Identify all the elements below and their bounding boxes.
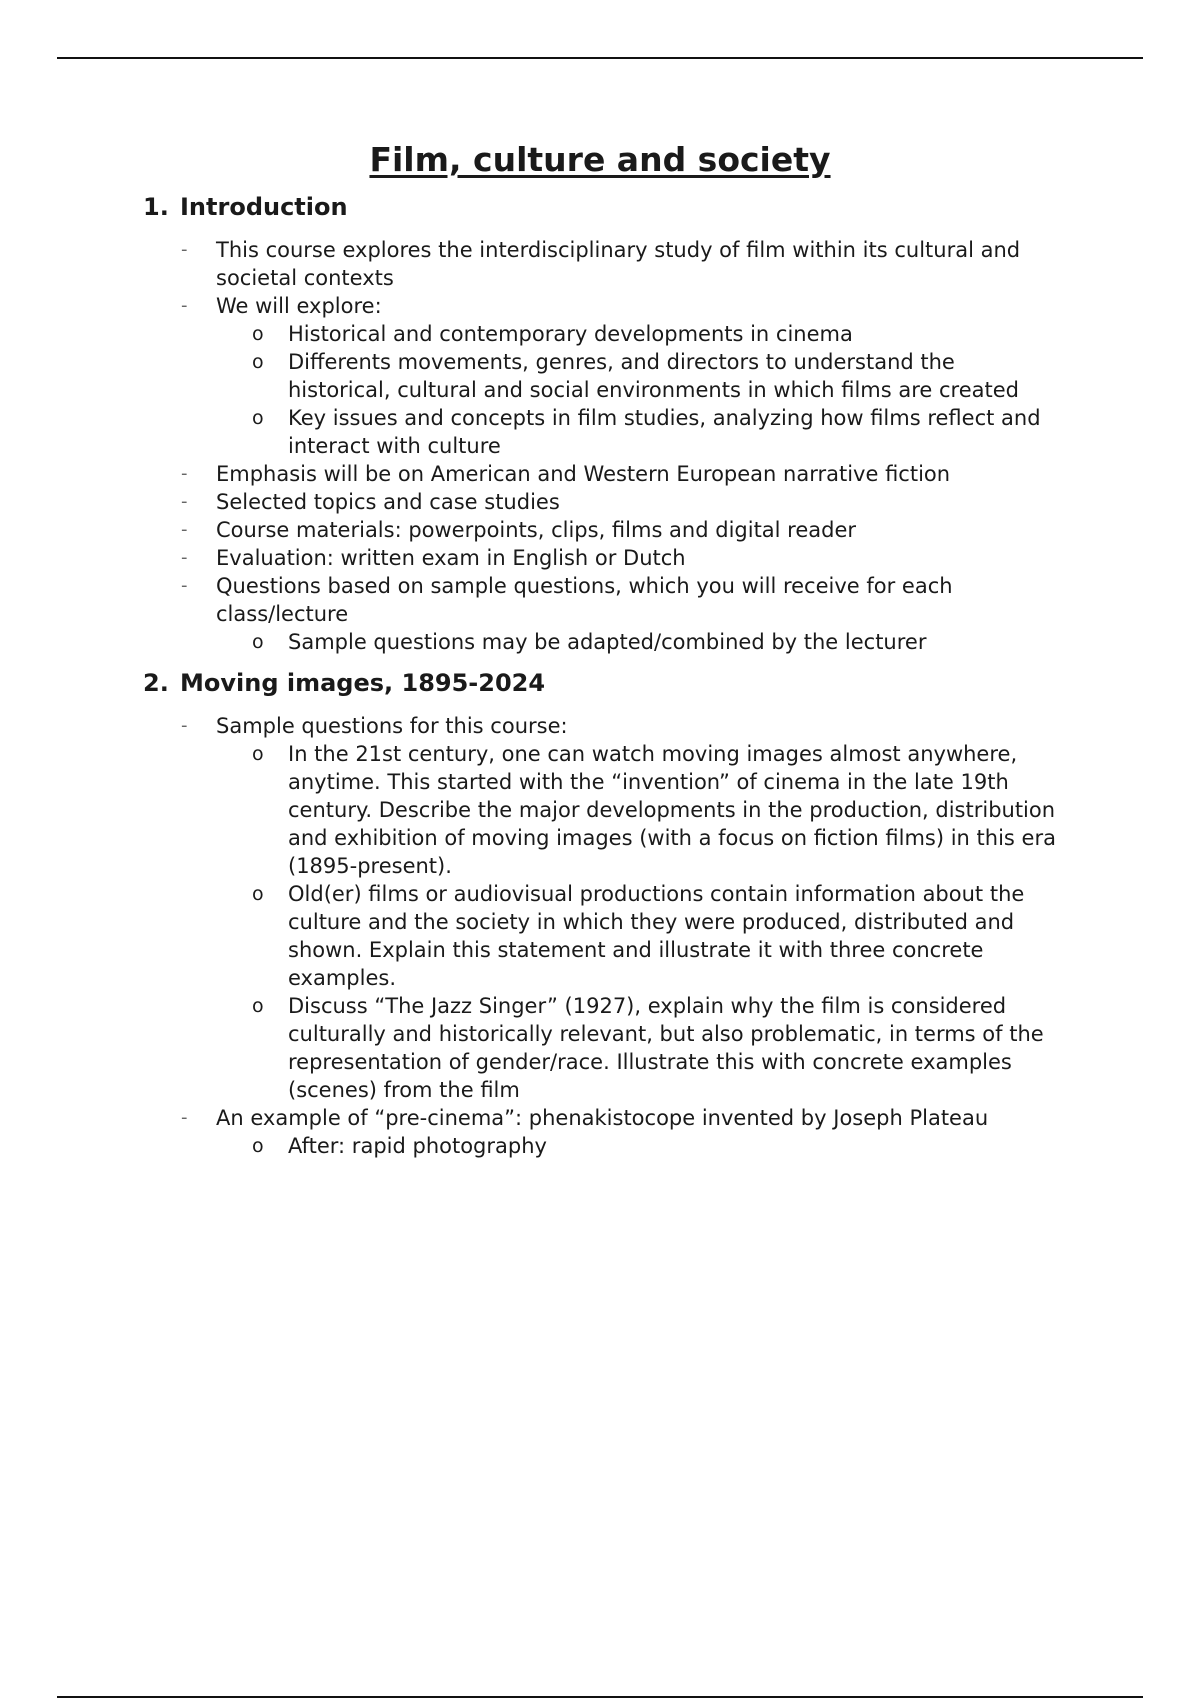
list-item-text: This course explores the interdisciplinary study of film within its cultural and societal contexts xyxy=(216,238,1021,290)
sub-item-text: Historical and contemporary developments in cinema xyxy=(288,322,853,346)
sub-item-text: Sample questions may be adapted/combined by the lecturer xyxy=(288,630,927,654)
section-heading-introduction xyxy=(0,192,1200,222)
list-item xyxy=(0,1104,1056,1160)
circle-bullet: o xyxy=(252,407,264,429)
sub-list-item xyxy=(252,628,1058,656)
section-number: 1. xyxy=(143,193,169,221)
sub-list-item xyxy=(252,992,1058,1104)
circle-bullet: o xyxy=(252,743,264,765)
list-item xyxy=(0,516,1056,544)
bottom-divider xyxy=(57,1696,1143,1698)
sub-item-text: In the 21st century, one can watch moving images almost anywhere, anytime. This started with the “invention” of cinema in the late 19th century. Describe the major developments in the production, distribution and exhibition of moving images (with a focus on fiction films) in this era (1895-present). xyxy=(288,742,1056,878)
dash-bullet: - xyxy=(181,1107,188,1128)
section-title: Introduction xyxy=(180,193,348,221)
dash-bullet: - xyxy=(181,547,188,568)
sub-item-text: After: rapid photography xyxy=(288,1134,547,1158)
sub-item-text: Old(er) films or audiovisual productions contain information about the culture and the society in which they were produced, distributed and shown. Explain this statement and illustrate it with three concrete examples. xyxy=(288,882,1025,990)
dash-bullet: - xyxy=(181,519,188,540)
introduction-list xyxy=(0,236,1200,656)
dash-bullet: - xyxy=(181,491,188,512)
document-title: Film, culture and society xyxy=(369,140,831,179)
top-divider xyxy=(57,57,1143,59)
circle-bullet: o xyxy=(252,883,264,905)
circle-bullet: o xyxy=(252,323,264,345)
list-item-text: Selected topics and case studies xyxy=(216,490,560,514)
list-item xyxy=(0,572,1056,656)
dash-bullet: - xyxy=(181,463,188,484)
dash-bullet: - xyxy=(181,715,188,736)
sub-item-text: Key issues and concepts in film studies, analyzing how films reflect and interact with culture xyxy=(288,406,1041,458)
list-item-text: An example of “pre-cinema”: phenakistocope invented by Joseph Plateau xyxy=(216,1106,989,1130)
list-item xyxy=(0,488,1056,516)
dash-bullet: - xyxy=(181,575,188,596)
list-item xyxy=(0,544,1056,572)
section-number: 2. xyxy=(143,669,169,697)
circle-bullet: o xyxy=(252,1135,264,1157)
document-body xyxy=(0,140,1200,1160)
dash-bullet: - xyxy=(181,295,188,316)
sub-item-text: Differents movements, genres, and directors to understand the historical, cultural and social environments in which films are created xyxy=(288,350,1020,402)
sub-list-item xyxy=(252,320,1058,348)
list-item-text: Course materials: powerpoints, clips, films and digital reader xyxy=(216,518,857,542)
sub-list xyxy=(216,1132,1056,1160)
list-item-text: We will explore: xyxy=(216,294,382,318)
list-item xyxy=(0,712,1056,1104)
sub-list xyxy=(216,628,1056,656)
circle-bullet: o xyxy=(252,995,264,1017)
sub-item-text: Discuss “The Jazz Singer” (1927), explain why the film is considered culturally and historically relevant, but also problematic, in terms of the representation of gender/race. Illustrate this with concrete examples (scenes) from the film xyxy=(288,994,1044,1102)
list-item-text: Emphasis will be on American and Western European narrative fiction xyxy=(216,462,951,486)
list-item xyxy=(0,460,1056,488)
dash-bullet: - xyxy=(181,239,188,260)
section-title: Moving images, 1895-2024 xyxy=(180,669,546,697)
section-heading-moving-images xyxy=(0,668,1200,698)
list-item xyxy=(0,236,1056,292)
sub-list-item xyxy=(252,348,1058,404)
list-item xyxy=(0,292,1056,460)
sub-list xyxy=(216,320,1056,460)
list-item-text: Sample questions for this course: xyxy=(216,714,568,738)
sub-list-item xyxy=(252,1132,1058,1160)
list-item-text: Evaluation: written exam in English or Dutch xyxy=(216,546,686,570)
circle-bullet: o xyxy=(252,631,264,653)
sub-list-item xyxy=(252,404,1058,460)
sub-list-item xyxy=(252,880,1058,992)
moving-images-list xyxy=(0,712,1200,1160)
list-item-text: Questions based on sample questions, which you will receive for each class/lecture xyxy=(216,574,953,626)
sub-list-item xyxy=(252,740,1058,880)
sub-list xyxy=(216,740,1056,1104)
circle-bullet: o xyxy=(252,351,264,373)
